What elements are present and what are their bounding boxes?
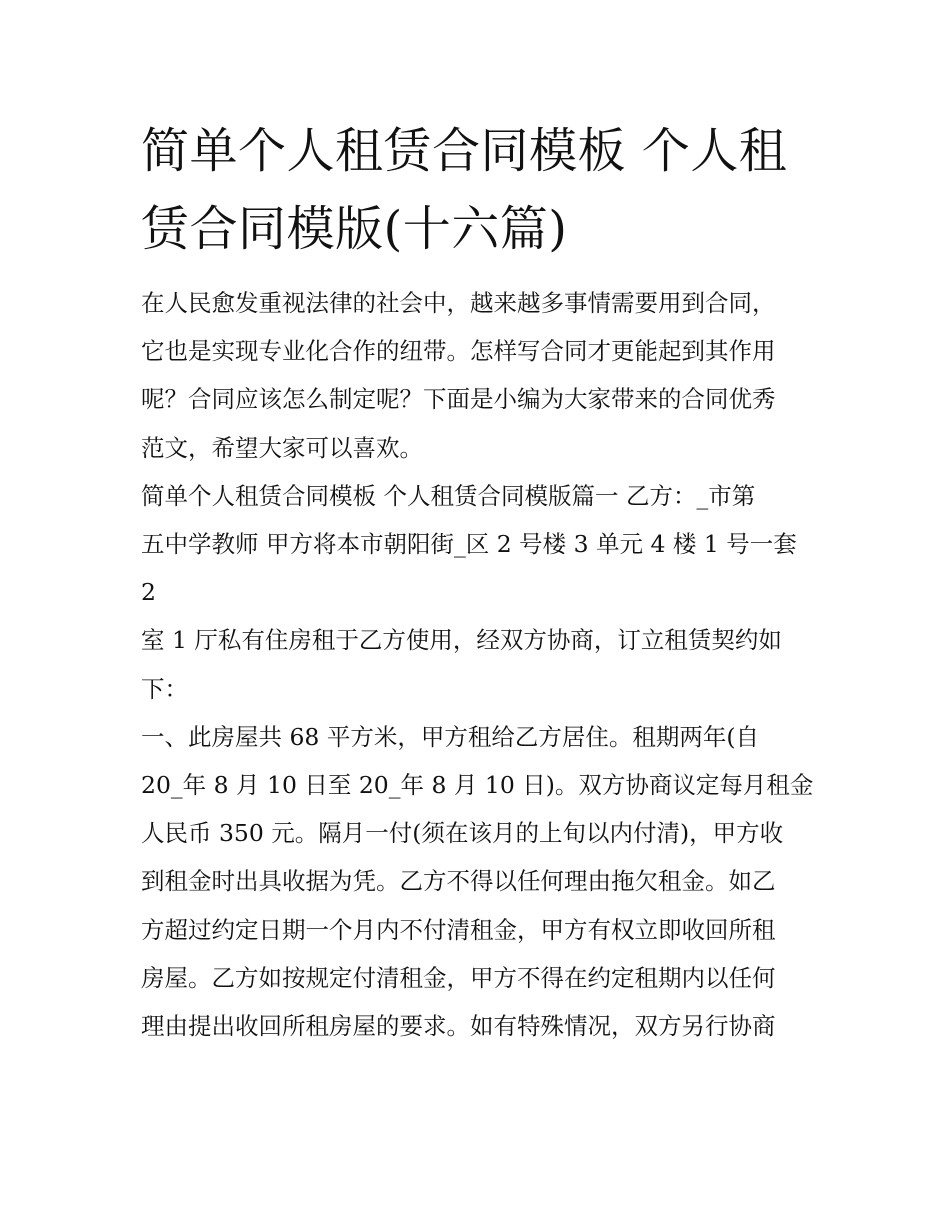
document-title	[141, 112, 817, 268]
text-line: 呢？合同应该怎么制定呢？下面是小编为大家带来的合同优秀	[141, 385, 776, 414]
text-line: 20_年 8 月 10 日至 20_年 8 月 10 日)。双方协商议定每月租金	[141, 771, 814, 800]
text-line: 人民币 350 元。隔月一付(须在该月的上旬以内付清)，甲方收	[141, 819, 784, 848]
text-line: 方超过约定日期一个月内不付清租金，甲方有权立即收回所租	[141, 915, 776, 944]
text-line: 范文，希望大家可以喜欢。	[141, 433, 423, 462]
text-line: 2	[141, 578, 156, 607]
text-line: 一、此房屋共 68 平方米，甲方租给乙方居住。租期两年(自	[141, 722, 760, 751]
text-line: 它也是实现专业化合作的纽带。怎样写合同才更能起到其作用	[141, 337, 776, 366]
text-line: 理由提出收回所租房屋的要求。如有特殊情况，双方另行协商	[141, 1012, 776, 1041]
text-line: 房屋。乙方如按规定付清租金，甲方不得在约定租期内以任何	[141, 963, 776, 992]
contract-heading-paragraph	[141, 472, 817, 617]
lease-intro-paragraph	[141, 616, 817, 712]
title-line: 赁合同模版(十六篇)	[141, 201, 568, 257]
text-line: 室 1 厅私有住房租于乙方使用，经双方协商，订立租赁契约如	[141, 626, 782, 655]
text-line: 在人民愈发重视法律的社会中，越来越多事情需要用到合同，	[141, 289, 776, 317]
clause-one-paragraph	[141, 713, 817, 1050]
intro-paragraph	[141, 279, 817, 472]
title-line: 简单个人租赁合同模板 个人租	[141, 123, 788, 179]
text-line: 到租金时出具收据为凭。乙方不得以任何理由拖欠租金。如乙	[141, 867, 776, 896]
text-line: 简单个人租赁合同模板 个人租赁合同模版篇一 乙方：_市第	[141, 481, 756, 510]
text-line: 五中学教师 甲方将本市朝阳街_区 2 号楼 3 单元 4 楼 1 号一套	[141, 530, 797, 559]
document-page	[141, 112, 817, 1050]
text-line: 下：	[141, 674, 188, 703]
